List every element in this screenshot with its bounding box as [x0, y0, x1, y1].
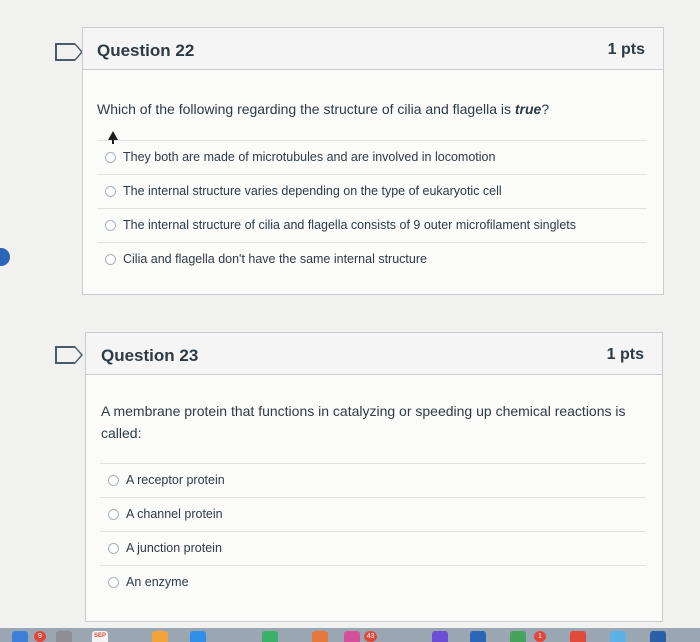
question-23-prompt: A membrane protein that functions in catalyzing or speeding up chemical reactions is called:: [101, 403, 626, 441]
answer-option[interactable]: A receptor protein: [100, 463, 646, 497]
radio-button[interactable]: [105, 152, 116, 163]
app-icon[interactable]: [470, 631, 486, 642]
answer-option[interactable]: An enzyme: [100, 565, 646, 599]
radio-button[interactable]: [105, 220, 116, 231]
question-23-title: Question 23: [101, 346, 199, 365]
badge-count: 43: [364, 631, 377, 642]
side-indicator-dot: [0, 248, 10, 266]
answer-option[interactable]: A channel protein: [100, 497, 646, 531]
badge-right: 1: [534, 631, 546, 642]
question-22-title: Question 22: [97, 41, 195, 60]
answer-option[interactable]: A junction protein: [100, 531, 646, 565]
answer-option[interactable]: They both are made of microtubules and are involved in locomotion: [97, 140, 647, 174]
notes-icon[interactable]: [152, 631, 168, 642]
radio-button[interactable]: [105, 186, 116, 197]
calendar-icon[interactable]: SEP: [92, 631, 108, 642]
app-icon[interactable]: [56, 631, 72, 642]
radio-button[interactable]: [108, 475, 119, 486]
dock-bar: [0, 628, 700, 642]
mouse-cursor-icon: [108, 131, 118, 140]
radio-button[interactable]: [108, 509, 119, 520]
app-icon[interactable]: [650, 631, 666, 642]
question-23-answers: [100, 463, 646, 599]
question-22-answers: [97, 140, 647, 276]
app-icon[interactable]: [570, 631, 586, 642]
app-icon[interactable]: [312, 631, 328, 642]
question-23-header: [86, 333, 662, 375]
app-icon[interactable]: [510, 631, 526, 642]
app-icon[interactable]: [262, 631, 278, 642]
answer-option[interactable]: Cilia and flagella don't have the same internal structure: [97, 242, 647, 276]
radio-button[interactable]: [108, 577, 119, 588]
question-22-card: [82, 27, 664, 295]
badge-left: 9: [34, 631, 46, 642]
flag-question-23-icon[interactable]: [55, 346, 75, 364]
radio-button[interactable]: [105, 254, 116, 265]
question-23-points: 1 pts: [606, 346, 644, 363]
question-23-card: [85, 332, 663, 622]
question-22-header: [83, 28, 663, 70]
answer-option[interactable]: The internal structure varies depending on the type of eukaryotic cell: [97, 174, 647, 208]
app-icon[interactable]: [432, 631, 448, 642]
app-icon[interactable]: [190, 631, 206, 642]
finder-icon[interactable]: [12, 631, 28, 642]
question-22-prompt: Which of the following regarding the structure of cilia and flagella is true?: [97, 101, 550, 117]
flag-question-22-icon[interactable]: [55, 43, 75, 61]
app-icon[interactable]: [344, 631, 360, 642]
answer-option[interactable]: The internal structure of cilia and flagella consists of 9 outer microfilament singlets: [97, 208, 647, 242]
question-22-points: 1 pts: [607, 41, 645, 58]
app-icon[interactable]: [610, 631, 626, 642]
radio-button[interactable]: [108, 543, 119, 554]
